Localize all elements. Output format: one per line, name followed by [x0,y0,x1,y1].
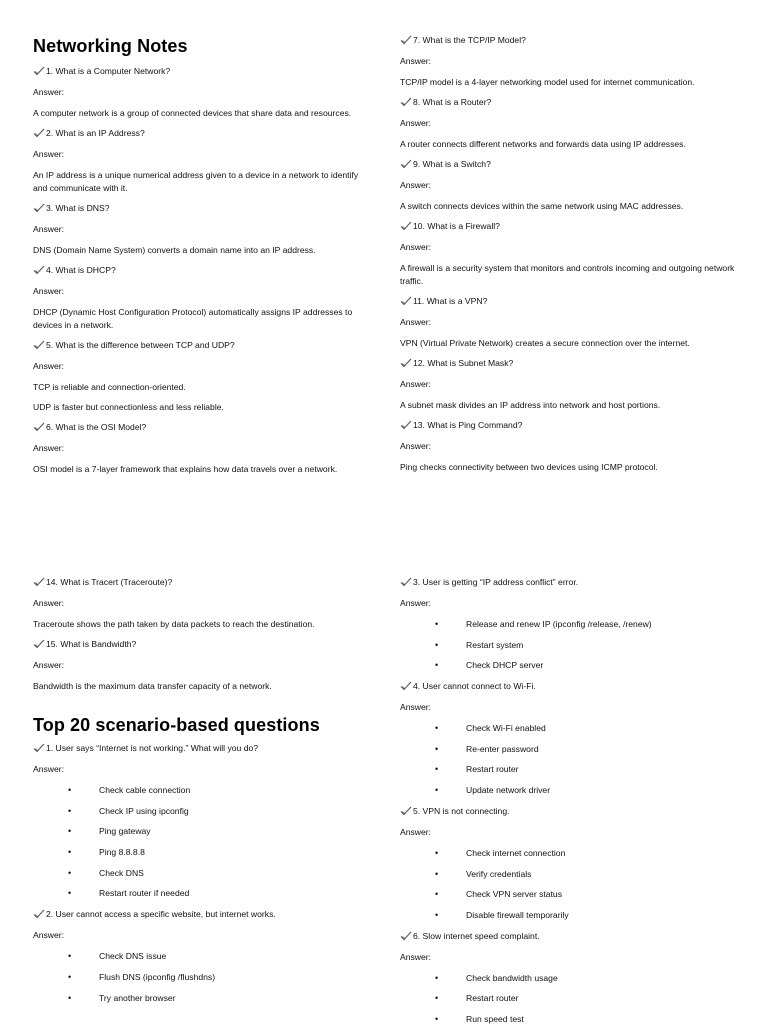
answer-label: Answer: [400,180,432,190]
answer-label: Answer: [33,660,65,670]
answer-text: VPN (Virtual Private Network) creates a secure connection over the internet. [400,338,690,348]
question-text: 1. What is a Computer Network? [46,66,171,76]
bullet-text: Check bandwidth usage [466,972,558,983]
question-heading [400,158,740,170]
notes-top-right [400,34,740,481]
answer-text: Bandwidth is the maximum data transfer capacity of a network. [33,681,272,691]
check-mark-icon [33,639,45,649]
bullet-text: Check Wi-Fi enabled [466,723,546,734]
question-heading [400,357,740,369]
bullet-icon: • [68,971,72,982]
question-text: 10. What is a Firewall? [413,221,500,231]
bullet-item [33,784,368,796]
question-text: 5. What is the difference between TCP and UDP? [46,340,235,350]
answer-text: A computer network is a group of connected devices that share data and resources. [33,108,352,118]
question-heading [33,421,368,433]
bullet-list [33,784,368,899]
answer-text: DHCP (Dynamic Host Configuration Protocol) automatically assigns IP addresses to devices in a network. [33,307,353,330]
bullet-text: Check VPN server status [466,889,562,900]
check-mark-icon [400,577,412,587]
bullet-icon: • [435,764,439,775]
bullet-text: Check cable connection [99,785,191,795]
question-text: 4. User cannot connect to Wi-Fi. [413,681,536,692]
question-heading [400,576,740,588]
bullet-item [400,618,740,630]
bullet-text: Verify credentials [466,868,532,879]
bullet-item [400,992,740,1004]
question-heading [400,295,740,307]
bullet-item [400,763,740,775]
answer-label: Answer: [400,598,432,608]
bullet-list [400,722,740,796]
check-mark-icon [400,806,412,816]
question-text: 3. What is DNS? [46,203,110,213]
question-text: 15. What is Bandwidth? [46,639,137,649]
check-mark-icon [33,422,45,432]
answer-label: Answer: [400,441,432,451]
bullet-item [33,950,368,962]
section-title: Top 20 scenario-based questions [33,715,320,735]
answer-label: Answer: [400,951,432,962]
bullet-icon: • [68,826,72,837]
bullet-item [400,784,740,796]
bullet-item [33,971,368,983]
check-mark-icon [400,358,412,368]
check-mark-icon [33,203,45,213]
answer-label: Answer: [400,826,432,837]
bullet-text: Check DNS [99,867,144,878]
bullet-item [400,909,740,921]
bullet-item [33,846,368,858]
answer-text: A switch connects devices within the same network using MAC addresses. [400,201,684,211]
bullet-text: Check DNS issue [99,951,167,962]
bullet-icon: • [68,888,72,899]
bullet-icon: • [435,1013,439,1024]
check-mark-icon [400,159,412,169]
question-text: 11. What is a VPN? [413,296,488,306]
check-mark-icon [33,128,45,138]
bullet-icon: • [435,889,439,900]
question-text: 2. What is an IP Address? [46,128,145,138]
check-mark-icon [400,681,412,691]
bullet-item [400,888,740,900]
bullet-text: Disable firewall temporarily [466,909,569,920]
bullet-icon: • [435,847,439,858]
question-heading [400,34,740,46]
bullet-text: Try another browser [99,992,176,1003]
bullet-item [400,659,740,671]
question-heading [33,65,368,77]
answer-text: A firewall is a security system that monitors and controls incoming and outgoing network traffic. [400,263,735,286]
bullet-list [400,618,740,671]
question-text: 4. What is DHCP? [46,265,116,275]
bullet-text: Ping gateway [99,826,151,837]
bullet-item [400,639,740,651]
question-heading [400,96,740,108]
question-text: 12. What is Subnet Mask? [413,358,514,368]
answer-text: Ping checks connectivity between two devices using ICMP protocol. [400,462,658,472]
bullet-list [400,972,740,1025]
answer-label: Answer: [33,149,65,159]
answer-text: UDP is faster but connectionless and less reliable. [33,402,224,412]
question-heading [33,638,368,650]
question-text: 5. VPN is not connecting. [413,805,510,816]
bullet-item [400,868,740,880]
bullet-icon: • [435,785,439,796]
bullet-text: Restart router [466,993,519,1004]
check-mark-icon [33,265,45,275]
question-text: 14. What is Tracert (Traceroute)? [46,577,173,587]
bullet-text: Run speed test [466,1013,524,1024]
question-text: 1. User says “Internet is not working.” What will you do? [46,743,259,753]
answer-text: DNS (Domain Name System) converts a domain name into an IP address. [33,245,316,255]
bullet-icon: • [435,639,439,650]
answer-label: Answer: [400,118,432,128]
answer-text: A router connects different networks and forwards data using IP addresses. [400,139,686,149]
question-heading [33,264,368,276]
page-title: Networking Notes [33,36,188,56]
check-mark-icon [400,420,412,430]
bullet-icon: • [435,743,439,754]
question-text: 8. What is a Router? [413,97,492,107]
check-mark-icon [33,743,45,753]
answer-text: OSI model is a 7-layer framework that explains how data travels over a network. [33,464,338,474]
bullet-item [33,867,368,879]
answer-label: Answer: [400,317,432,327]
bullet-list [400,847,740,921]
question-heading [400,220,740,232]
bullet-item [33,887,368,899]
bullet-text: Check DHCP server [466,660,544,671]
question-heading [33,202,368,214]
check-mark-icon [33,577,45,587]
question-heading [33,339,368,351]
bullet-icon: • [68,805,72,816]
bullet-icon: • [435,868,439,879]
check-mark-icon [400,296,412,306]
check-mark-icon [400,221,412,231]
question-heading [400,930,740,942]
bullet-icon: • [68,785,72,795]
bullet-icon: • [68,992,72,1003]
answer-label: Answer: [33,87,65,97]
check-mark-icon [33,340,45,350]
question-text: 2. User cannot access a specific website, but internet works. [46,909,276,920]
bullet-item [400,743,740,755]
check-mark-icon [400,35,412,45]
question-heading [400,419,740,431]
bullet-text: Restart router [466,764,519,775]
check-mark-icon [400,931,412,941]
bullet-text: Check internet connection [466,847,566,858]
bullet-text: Flush DNS (ipconfig /flushdns) [99,971,216,982]
bullet-icon: • [68,867,72,878]
bullet-item [33,805,368,817]
bullet-icon: • [68,847,72,858]
question-heading [400,805,740,817]
bullet-icon: • [435,660,439,671]
bullet-text: Restart system [466,639,524,650]
question-text: 9. What is a Switch? [413,159,491,169]
bullet-list [33,950,368,1003]
bullet-item [33,992,368,1004]
question-text: 7. What is the TCP/IP Model? [413,35,526,45]
answer-label: Answer: [33,764,65,774]
bullet-item [400,972,740,984]
notes-bottom-left [33,576,368,1012]
question-heading [400,680,740,692]
answer-label: Answer: [400,56,432,66]
bullet-item [400,722,740,734]
bullet-item [33,825,368,837]
bullet-text: Release and renew IP (ipconfig /release, /renew) [466,619,652,629]
answer-label: Answer: [33,361,65,371]
answer-label: Answer: [400,702,432,713]
bullet-icon: • [435,619,439,629]
question-heading [33,127,368,139]
answer-label: Answer: [400,242,432,252]
check-mark-icon [400,97,412,107]
answer-text: Traceroute shows the path taken by data packets to reach the destination. [33,619,315,629]
notes-top-left [33,36,368,483]
bullet-item [400,847,740,859]
bullet-text: Update network driver [466,785,551,796]
question-heading [33,576,368,588]
question-text: 13. What is Ping Command? [413,420,523,430]
check-mark-icon [33,66,45,76]
question-heading [33,908,368,920]
question-text: 6. What is the OSI Model? [46,422,147,432]
bullet-text: Ping 8.8.8.8 [99,847,145,858]
bullet-icon: • [435,993,439,1004]
answer-text: An IP address is a unique numerical address given to a device in a network to identify and communicate with it. [33,170,359,193]
question-text: 6. Slow internet speed complaint. [413,930,540,941]
bullet-text: Restart router if needed [99,888,190,899]
bullet-icon: • [435,723,439,734]
bullet-icon: • [68,951,72,962]
answer-text: A subnet mask divides an IP address into network and host portions. [400,400,661,410]
notes-bottom-right [400,576,740,1034]
answer-label: Answer: [33,286,65,296]
answer-label: Answer: [33,598,65,608]
answer-label: Answer: [33,930,65,941]
answer-label: Answer: [33,443,65,453]
answer-text: TCP/IP model is a 4-layer networking model used for internet communication. [400,77,695,87]
question-text: 3. User is getting “IP address conflict” error. [413,577,579,587]
bullet-text: Re-enter password [466,743,539,754]
bullet-item [400,1013,740,1025]
answer-text: TCP is reliable and connection-oriented. [33,382,186,392]
bullet-text: Check IP using ipconfig [99,805,189,816]
answer-label: Answer: [33,224,65,234]
check-mark-icon [33,909,45,919]
bullet-icon: • [435,972,439,983]
answer-label: Answer: [400,379,432,389]
question-heading [33,742,368,754]
bullet-icon: • [435,909,439,920]
